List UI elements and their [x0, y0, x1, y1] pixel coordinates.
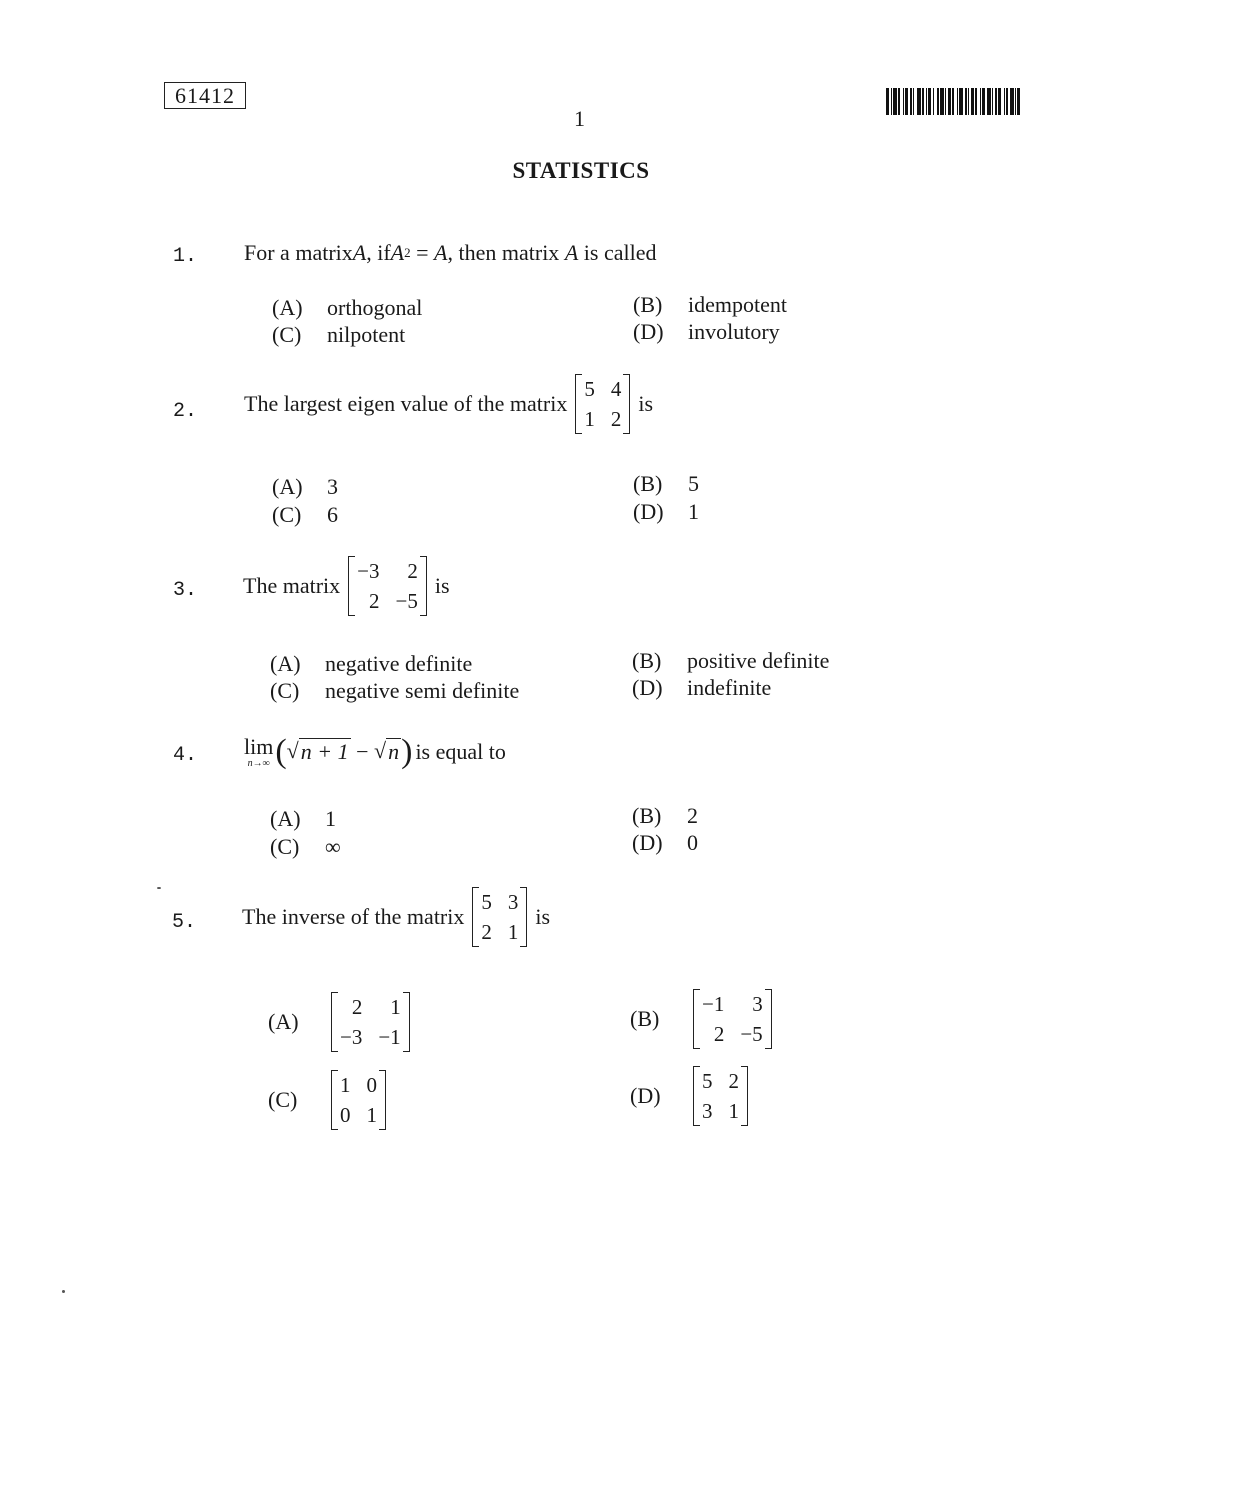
- matrix: [348, 556, 427, 616]
- option-c: [268, 1070, 394, 1130]
- question-number: 3.: [173, 579, 198, 602]
- matrix-entry: 1: [340, 1073, 351, 1097]
- matrix-entry: 3: [752, 992, 763, 1016]
- matrix-entry: 5: [702, 1069, 713, 1093]
- option-text: ∞: [325, 834, 341, 859]
- variable: A: [352, 240, 367, 265]
- option-label: (D): [633, 319, 664, 344]
- matrix-entry: 1: [728, 1099, 739, 1123]
- matrix-entry: 3: [507, 890, 519, 914]
- matrix-entry: −3: [357, 559, 380, 583]
- matrix: [693, 1066, 748, 1126]
- question-text: [243, 556, 450, 616]
- option-text: orthogonal: [327, 295, 423, 320]
- option-text: idempotent: [688, 292, 787, 317]
- option-text: involutory: [688, 319, 780, 344]
- matrix-entry: −1: [702, 992, 725, 1016]
- option-label: (A): [272, 295, 303, 320]
- option-label: (B): [633, 471, 663, 496]
- radical-sign: √: [286, 738, 299, 763]
- matrix-entry: −5: [740, 1022, 763, 1046]
- variable: A: [564, 240, 579, 265]
- option-label: (B): [632, 648, 662, 673]
- scan-speck: [157, 887, 161, 889]
- matrix-entry: 5: [481, 890, 492, 914]
- radical-sign: √: [374, 738, 387, 763]
- matrix-entry: 1: [507, 920, 519, 944]
- question-number: 4.: [173, 744, 198, 767]
- matrix-entry: 2: [351, 995, 363, 1019]
- matrix-entry: 1: [366, 1103, 377, 1127]
- option-text: negative semi definite: [325, 678, 520, 703]
- option-text: negative definite: [325, 651, 473, 676]
- option-text: 1: [325, 806, 336, 831]
- text-fragment: , then matrix: [447, 240, 565, 265]
- text-fragment: For a matrix: [244, 240, 353, 265]
- option-a: [270, 806, 336, 832]
- option-b: [632, 648, 829, 674]
- variable: A: [434, 240, 448, 265]
- option-a: [272, 295, 422, 321]
- matrix: [693, 989, 772, 1049]
- option-c: [272, 502, 338, 528]
- option-text: 6: [327, 502, 338, 527]
- option-text: nilpotent: [327, 322, 406, 347]
- option-label: (B): [630, 1006, 660, 1031]
- option-text: 3: [327, 474, 338, 499]
- question-text: [242, 887, 550, 947]
- variable: A: [390, 240, 405, 265]
- matrix-entry: 2: [610, 407, 622, 431]
- option-a: [272, 474, 338, 500]
- question-number: 5.: [172, 911, 197, 934]
- text-fragment: The largest eigen value of the matrix: [244, 391, 568, 416]
- option-a: [268, 992, 418, 1052]
- text-fragment: is equal to: [415, 738, 506, 764]
- option-text: 5: [688, 471, 699, 496]
- matrix-entry: 2: [713, 1022, 725, 1046]
- option-label: (A): [268, 1009, 299, 1034]
- limit-subscript: n→∞: [247, 758, 270, 769]
- option-b: [630, 989, 780, 1049]
- option-label: (B): [632, 803, 662, 828]
- matrix: [575, 374, 630, 434]
- text-fragment: is: [535, 904, 551, 929]
- radicand: n + 1: [300, 739, 349, 764]
- option-d: [630, 1066, 756, 1126]
- option-label: (A): [270, 651, 301, 676]
- matrix-entry: 2: [368, 589, 380, 613]
- option-d: [632, 830, 698, 856]
- radicand: n: [388, 739, 400, 764]
- option-d: [633, 319, 780, 345]
- text-fragment: is: [434, 573, 450, 598]
- scan-speck: [62, 1290, 65, 1293]
- option-c: [272, 322, 405, 348]
- question-text: For a matrix A , if A 2 = A , then matrix A is called: [244, 240, 657, 265]
- option-b: [633, 471, 699, 497]
- page-number: 1: [574, 106, 585, 131]
- subject-title: STATISTICS: [512, 158, 650, 183]
- matrix-entry: −3: [340, 1025, 363, 1049]
- close-paren: ): [401, 732, 413, 770]
- option-b: [632, 803, 698, 829]
- matrix-entry: 2: [728, 1069, 739, 1093]
- option-label: (C): [272, 502, 302, 527]
- matrix-entry: 2: [407, 559, 418, 583]
- option-a: [270, 651, 472, 677]
- option-text: indefinite: [687, 675, 772, 700]
- square-root: [374, 738, 401, 765]
- option-d: [633, 499, 699, 525]
- matrix-entry: 3: [702, 1099, 713, 1123]
- option-b: [633, 292, 787, 318]
- matrix-entry: 1: [584, 407, 595, 431]
- option-label: (C): [270, 834, 300, 859]
- option-label: (D): [632, 675, 663, 700]
- option-label: (A): [270, 806, 301, 831]
- text-fragment: , if: [366, 240, 391, 265]
- limit-word: lim: [244, 734, 274, 759]
- option-label: (D): [630, 1083, 661, 1108]
- text-fragment: is called: [578, 240, 657, 265]
- matrix-entry: 4: [610, 377, 622, 401]
- question-text: [244, 734, 506, 769]
- open-paren: (: [275, 732, 287, 770]
- option-label: (D): [632, 830, 663, 855]
- option-text: 2: [687, 803, 698, 828]
- option-c: [270, 678, 519, 704]
- barcode-image: [886, 88, 1042, 115]
- option-label: (B): [633, 292, 663, 317]
- paper-code-box: 61412: [164, 82, 246, 109]
- text-fragment: is: [638, 391, 654, 416]
- matrix: [331, 992, 410, 1052]
- matrix-entry: −5: [395, 589, 418, 613]
- matrix-entry: 5: [584, 377, 595, 401]
- option-label: (C): [270, 678, 300, 703]
- option-label: (D): [633, 499, 664, 524]
- text-fragment: =: [410, 240, 435, 265]
- matrix-entry: −1: [378, 1025, 401, 1049]
- limit-operator: [244, 734, 273, 769]
- question-number: 2.: [173, 400, 198, 423]
- matrix-entry: 0: [366, 1073, 377, 1097]
- matrix: [331, 1070, 386, 1130]
- option-c: [270, 834, 341, 860]
- option-text: positive definite: [687, 648, 830, 673]
- matrix-entry: 2: [481, 920, 492, 944]
- text-fragment: The matrix: [243, 573, 341, 598]
- matrix: [472, 887, 527, 947]
- question-text: [244, 374, 653, 434]
- option-text: 0: [687, 830, 698, 855]
- option-label: (C): [268, 1087, 298, 1112]
- square-root: [287, 738, 351, 765]
- option-text: 1: [688, 499, 699, 524]
- matrix-entry: 0: [340, 1103, 351, 1127]
- option-d: [632, 675, 771, 701]
- question-number: 1.: [173, 245, 198, 268]
- minus-sign: −: [350, 738, 375, 764]
- option-label: (C): [272, 322, 302, 347]
- text-fragment: The inverse of the matrix: [242, 904, 465, 929]
- option-label: (A): [272, 474, 303, 499]
- matrix-entry: 1: [390, 995, 401, 1019]
